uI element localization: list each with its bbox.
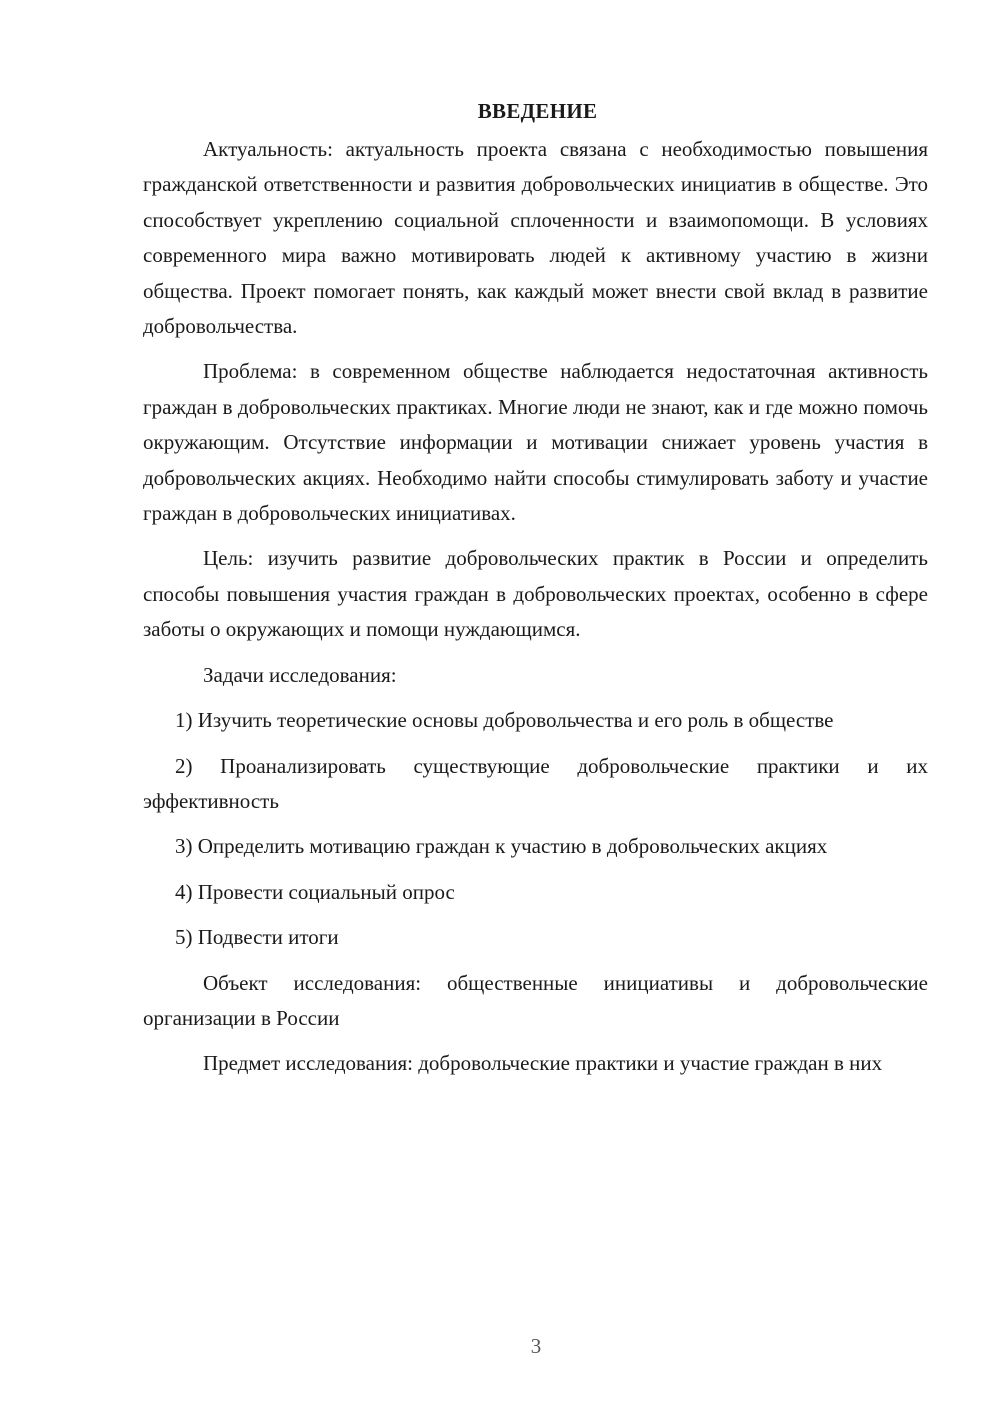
research-subject-paragraph: Предмет исследования: добровольческие практики и участие граждан в них [203, 1051, 883, 1076]
task-item-3: 3) Определить мотивацию граждан к участию в добровольческих акциях [175, 834, 828, 859]
tasks-list [143, 703, 928, 955]
page-content [143, 93, 928, 1082]
task-item-5: 5) Подвести итоги [175, 925, 339, 950]
relevance-paragraph: Актуальность: актуальность проекта связана с необходимостью повышения гражданской ответственности и развития добровольческих инициатив в обществе. Это способствует укреплению социальной сплоченности и взаимопомощи. В условиях современного мира важно мотивировать людей к активному участию в жизни общества. Проект помогает понять, как каждый может внести свой вклад в развитие добровольчества. [143, 137, 928, 339]
task-item-4: 4) Провести социальный опрос [175, 879, 455, 904]
goal-paragraph: Цель: изучить развитие добровольческих практик в России и определить способы повышения участия граждан в добровольческих проектах, особенно в сфере заботы о окружающих и помощи нуждающимся. [143, 546, 928, 642]
page-number: 3 [530, 1334, 542, 1358]
research-object-paragraph: Объект исследования: общественные инициативы и добровольческие организации в России [143, 970, 928, 1030]
tasks-heading: Задачи исследования: [203, 662, 397, 687]
task-item-2: 2) Проанализировать существующие добровольческие практики и их эффективность [143, 753, 928, 813]
page-title: ВВЕДЕНИЕ [477, 99, 598, 123]
task-item-1: 1) Изучить теоретические основы добровольчества и его роль в обществе [175, 708, 834, 733]
problem-paragraph: Проблема: в современном обществе наблюдается недостаточная активность граждан в добровольческих практиках. Многие люди не знают, как и где можно помочь окружающим. Отсутствие информации и мотивации снижает уровень участия в добровольческих акциях. Необходимо найти способы стимулировать заботу и участие граждан в добровольческих инициативах. [143, 359, 928, 526]
